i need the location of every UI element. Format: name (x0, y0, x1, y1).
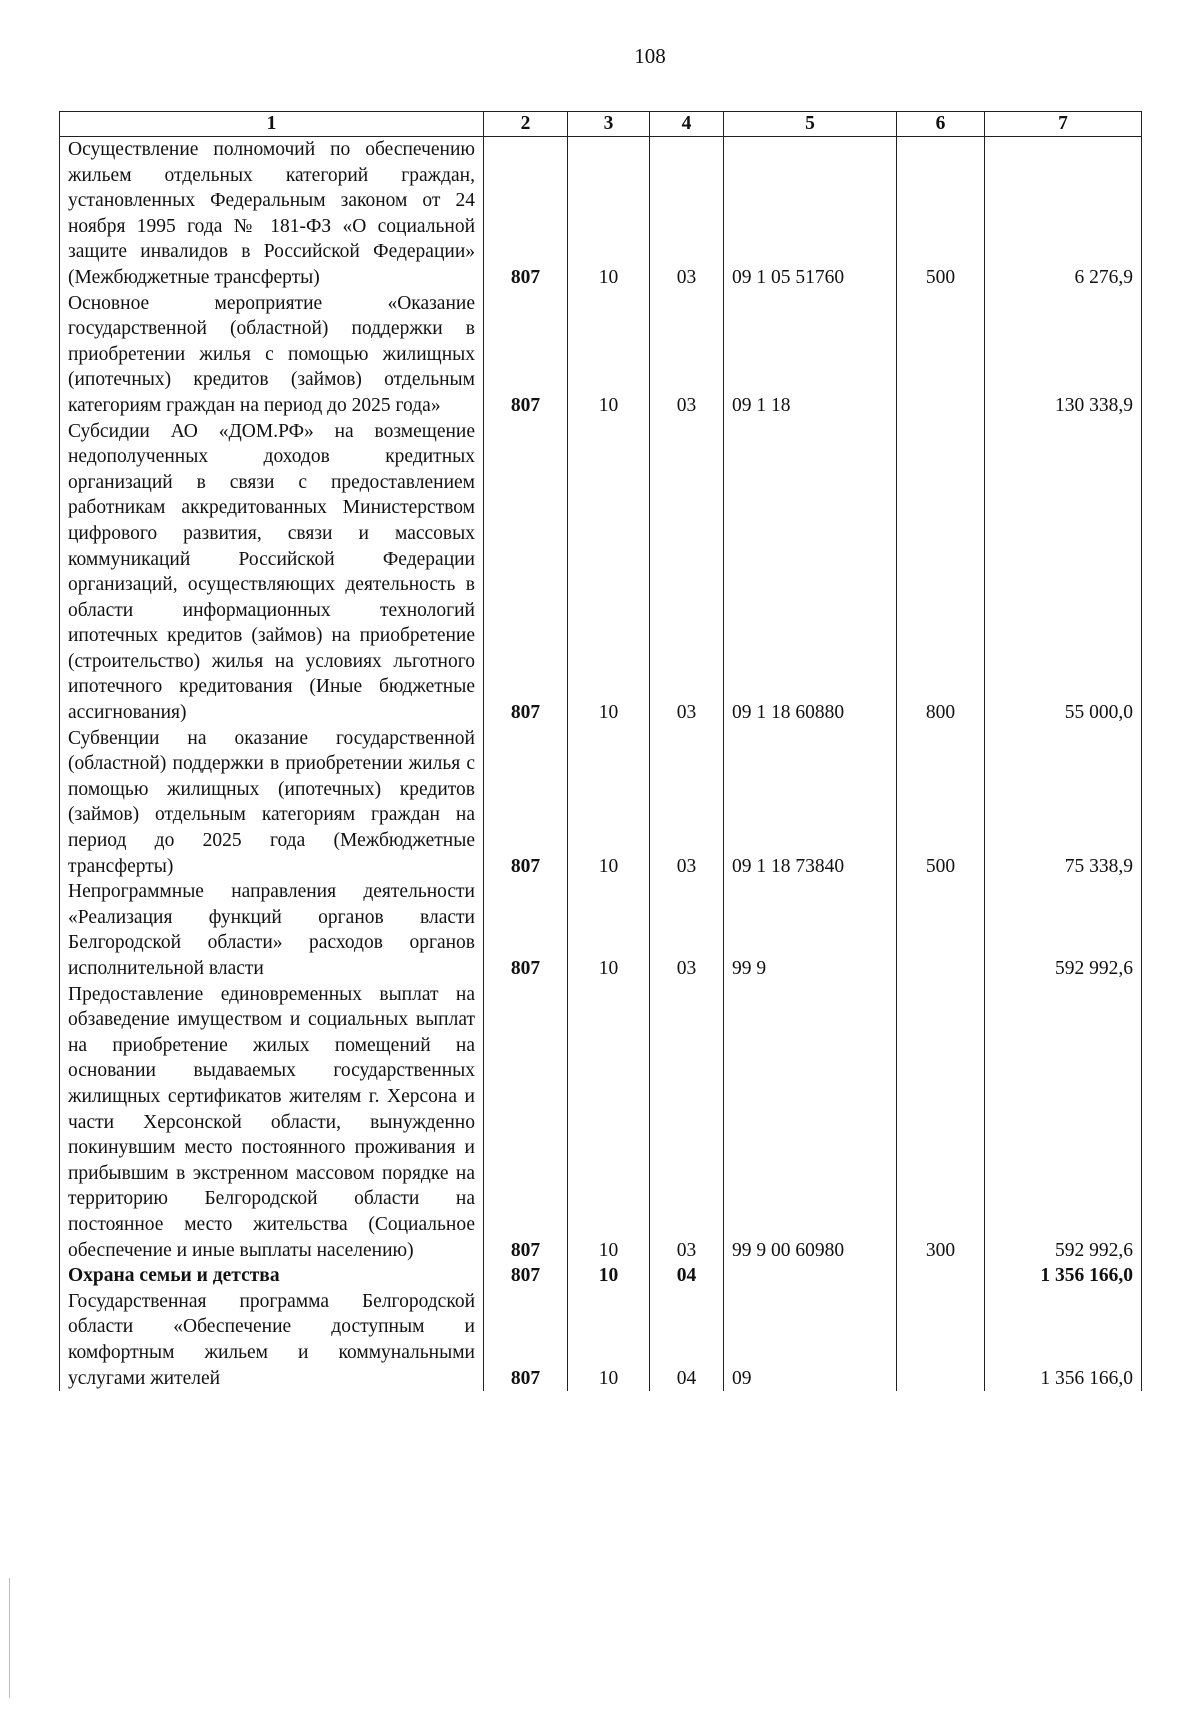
row-target-article: 99 9 00 60980 (724, 982, 897, 1264)
row-target-article (724, 1263, 897, 1289)
row-expense-type (897, 879, 985, 981)
row-target-article: 09 1 18 60880 (724, 419, 897, 726)
row-target-article: 09 (724, 1289, 897, 1391)
page-number: 108 (634, 44, 666, 68)
header-col-5: 5 (724, 112, 897, 137)
row-subsection: 04 (650, 1289, 724, 1391)
row-section: 10 (568, 419, 650, 726)
table-row (60, 1263, 1142, 1289)
row-amount: 6 276,9 (985, 137, 1142, 291)
row-ministry-code: 807 (484, 982, 568, 1264)
row-name: Субсидии АО «ДОМ.РФ» на возмещение недополученных доходов кредитных организаций в связи с предоставлением работникам аккредитованных Министерством цифрового развития, связи и массовых коммуникаций Российской Федерации организаций, осуществляющих деятельность в области информационных технологий ипотечных кредитов (займов) на приобретение (строительство) жилья на условиях льготного ипотечного кредитования (Иные бюджетные ассигнования) (60, 419, 484, 726)
row-expense-type: 500 (897, 726, 985, 880)
row-amount: 592 992,6 (985, 879, 1142, 981)
row-section: 10 (568, 291, 650, 419)
row-ministry-code: 807 (484, 879, 568, 981)
row-name: Основное мероприятие «Оказание государственной (областной) поддержки в приобретении жилья с помощью жилищных (ипотечных) кредитов (займов) отдельным категориям граждан на период до 2025 года» (60, 291, 484, 419)
table-body (60, 137, 1142, 1392)
row-section: 10 (568, 1289, 650, 1391)
row-name: Осуществление полномочий по обеспечению жильем отдельных категорий граждан, установленных Федеральным законом от 24 ноября 1995 года № 181-ФЗ «О социальной защите инвалидов в Российской Федерации» (Межбюджетные трансферты) (60, 137, 484, 291)
row-amount: 130 338,9 (985, 291, 1142, 419)
row-expense-type (897, 1263, 985, 1289)
row-subsection: 03 (650, 137, 724, 291)
row-expense-type: 300 (897, 982, 985, 1264)
table-row (60, 726, 1142, 880)
table-header (60, 112, 1142, 137)
row-subsection: 03 (650, 419, 724, 726)
scan-edge-mark (9, 1578, 10, 1698)
row-name: Субвенции на оказание государственной (областной) поддержки в приобретении жилья с помощью жилищных (ипотечных) кредитов (займов) отдельным категориям граждан на период до 2025 года (Межбюджетные трансферты) (60, 726, 484, 880)
header-col-3: 3 (568, 112, 650, 137)
row-amount: 55 000,0 (985, 419, 1142, 726)
row-section: 10 (568, 1263, 650, 1289)
table-row (60, 419, 1142, 726)
row-ministry-code: 807 (484, 419, 568, 726)
header-col-2: 2 (484, 112, 568, 137)
row-subsection: 03 (650, 291, 724, 419)
row-target-article: 09 1 18 73840 (724, 726, 897, 880)
header-row (60, 112, 1142, 137)
table-row (60, 291, 1142, 419)
row-expense-type (897, 1289, 985, 1391)
row-subsection: 03 (650, 982, 724, 1264)
row-ministry-code: 807 (484, 726, 568, 880)
row-ministry-code: 807 (484, 291, 568, 419)
row-ministry-code: 807 (484, 1289, 568, 1391)
header-col-6: 6 (897, 112, 985, 137)
table-row (60, 137, 1142, 291)
row-amount: 1 356 166,0 (985, 1263, 1142, 1289)
budget-table (59, 111, 1142, 1391)
row-name: Предоставление единовременных выплат на обзаведение имуществом и социальных выплат на приобретение жилых помещений на основании выдаваемых государственных жилищных сертификатов жителям г. Херсона и части Херсонской области, вынужденно покинувшим место постоянного проживания и прибывшим в экстренном массовом порядке на территорию Белгородской области на постоянное место жительства (Социальное обеспечение и иные выплаты населению) (60, 982, 484, 1264)
header-col-4: 4 (650, 112, 724, 137)
row-target-article: 09 1 18 (724, 291, 897, 419)
row-expense-type: 500 (897, 137, 985, 291)
row-target-article: 09 1 05 51760 (724, 137, 897, 291)
row-amount: 1 356 166,0 (985, 1289, 1142, 1391)
row-target-article: 99 9 (724, 879, 897, 981)
row-name: Непрограммные направления деятельности «Реализация функций органов власти Белгородской области» расходов органов исполнительной власти (60, 879, 484, 981)
row-section: 10 (568, 726, 650, 880)
row-name: Государственная программа Белгородской области «Обеспечение доступным и комфортным жильем и коммунальными услугами жителей (60, 1289, 484, 1391)
header-col-7: 7 (985, 112, 1142, 137)
row-subsection: 03 (650, 879, 724, 981)
row-subsection: 03 (650, 726, 724, 880)
table-row (60, 879, 1142, 981)
table-row (60, 1289, 1142, 1391)
header-col-1: 1 (60, 112, 484, 137)
row-section: 10 (568, 137, 650, 291)
row-ministry-code: 807 (484, 137, 568, 291)
row-section: 10 (568, 879, 650, 981)
row-amount: 592 992,6 (985, 982, 1142, 1264)
row-amount: 75 338,9 (985, 726, 1142, 880)
row-ministry-code: 807 (484, 1263, 568, 1289)
row-expense-type: 800 (897, 419, 985, 726)
row-section: 10 (568, 982, 650, 1264)
table-row (60, 982, 1142, 1264)
row-expense-type (897, 291, 985, 419)
row-subsection: 04 (650, 1263, 724, 1289)
row-name: Охрана семьи и детства (60, 1263, 484, 1289)
